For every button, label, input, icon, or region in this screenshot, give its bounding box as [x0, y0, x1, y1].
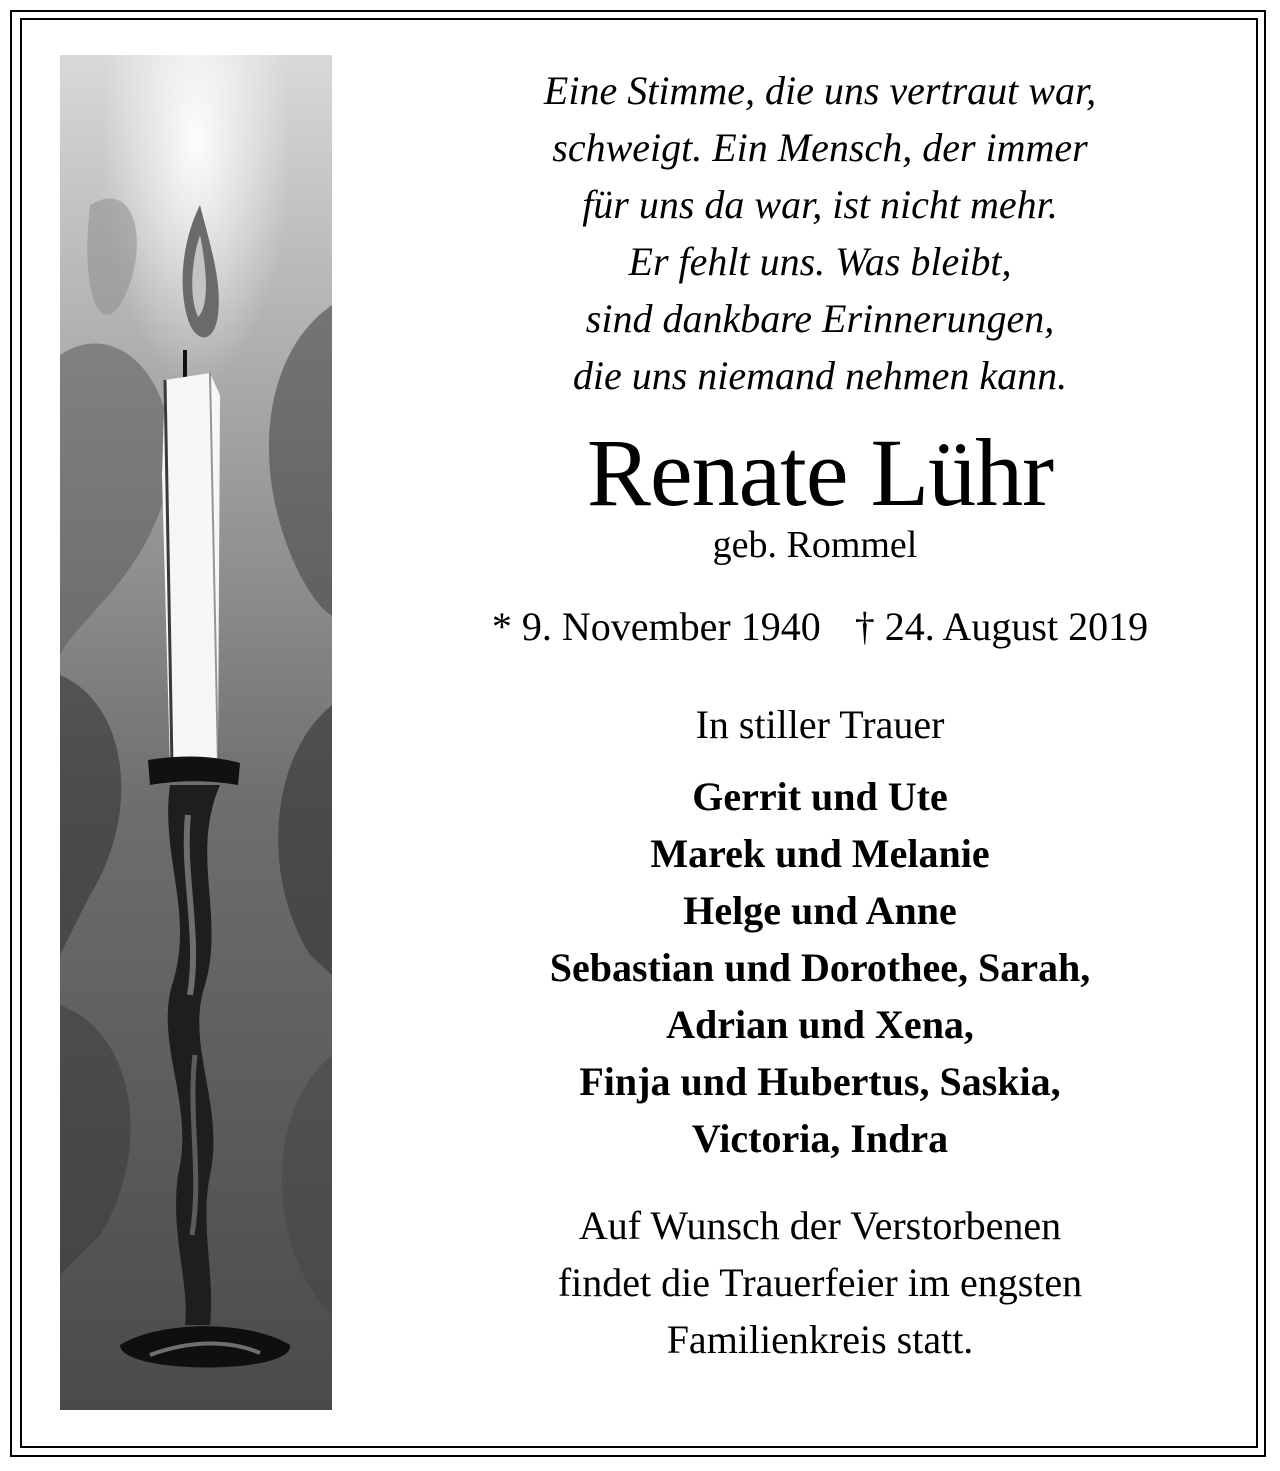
mourners-list [400, 768, 1240, 1167]
mourner-line: Marek und Melanie [650, 831, 990, 876]
maiden-name: geb. Rommel [712, 524, 918, 566]
mourner-line: Gerrit und Ute [692, 774, 948, 819]
deceased-name: Renate Lühr [586, 419, 1054, 526]
verse-line: sind dankbare Erinnerungen, [585, 296, 1055, 341]
death-date: † 24. August 2019 [854, 604, 1149, 649]
mourner-line: Victoria, Indra [691, 1116, 949, 1161]
obituary-text [400, 62, 1240, 1368]
verse-line: Eine Stimme, die uns vertraut war, [543, 68, 1097, 113]
verse-line: schweigt. Ein Mensch, der immer [552, 125, 1088, 170]
mourner-line: Adrian und Xena, [666, 1002, 974, 1047]
notice-line: findet die Trauerfeier im engsten [557, 1260, 1083, 1305]
birth-date: * 9. November 1940 [491, 604, 821, 649]
verse-line: für uns da war, ist nicht mehr. [582, 182, 1058, 227]
mourning-title: In stiller Trauer [695, 702, 945, 747]
notice-line: Familienkreis statt. [666, 1317, 974, 1362]
mourner-line: Finja und Hubertus, Saskia, [579, 1059, 1061, 1104]
candle-watercolor-icon [60, 55, 332, 1410]
verse-line: Er fehlt uns. Was bleibt, [628, 239, 1012, 284]
life-dates [400, 602, 1240, 652]
verse-line: die uns niemand nehmen kann. [572, 353, 1068, 398]
memorial-verse [400, 62, 1240, 404]
mourner-line: Sebastian und Dorothee, Sarah, [549, 945, 1091, 990]
notice-line: Auf Wunsch der Verstorbenen [578, 1203, 1062, 1248]
mourner-line: Helge und Anne [683, 888, 957, 933]
funeral-notice [400, 1197, 1240, 1368]
